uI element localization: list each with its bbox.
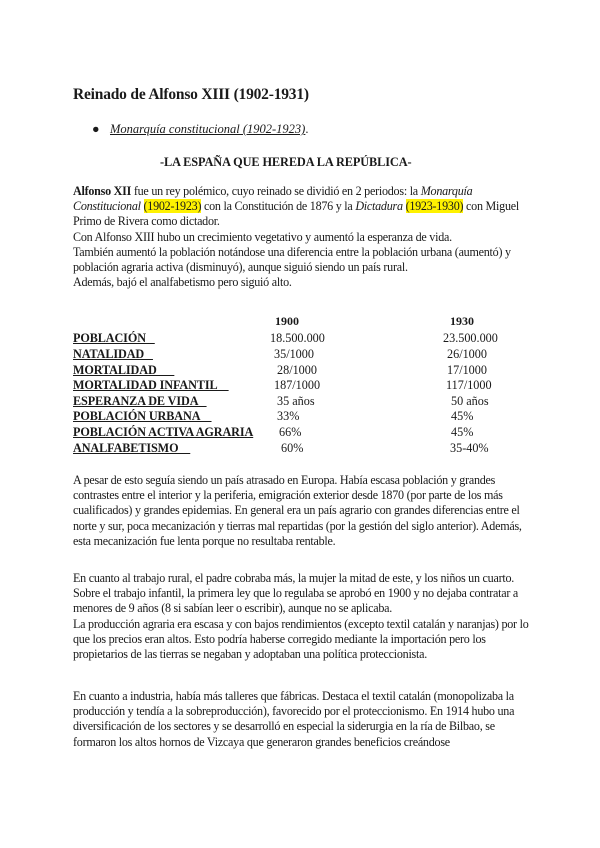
year-header-1900: 1900: [275, 314, 299, 328]
value-1930: 117/1000: [446, 378, 492, 392]
row-label: MORTALIDAD INFANTIL: [73, 378, 229, 392]
highlight-1902-1923: (1902-1923): [143, 199, 202, 214]
intro-text-1: fue un rey polémico, cuyo reinado se dividió en 2 periodos: la: [131, 184, 421, 198]
table-row: [0, 409, 600, 424]
table-row: [0, 331, 600, 346]
row-label: POBLACIÓN ACTIVA AGRARIA: [73, 425, 254, 439]
table-row: [0, 347, 600, 362]
highlight-1923-1930: (1923-1930): [405, 199, 464, 214]
value-1930: 26/1000: [447, 347, 487, 361]
intro-bold-name: Alfonso XII: [73, 184, 132, 198]
intro-line-2: Con Alfonso XIII hubo un crecimiento vegetativo y aumentó la esperanza de vida.: [73, 229, 452, 244]
row-label: ESPERANZA DE VIDA: [73, 394, 207, 408]
bullet-icon: ●: [92, 122, 100, 136]
value-1900: 35 años: [277, 394, 315, 408]
table-row: [0, 441, 600, 456]
bullet-link-text[interactable]: Monarquía constitucional (1902-1923): [110, 122, 306, 136]
paragraph-rural-work: [73, 571, 529, 662]
value-1900: 18.500.000: [270, 331, 325, 345]
row-label: MORTALIDAD: [73, 363, 175, 377]
value-1900: 60%: [281, 441, 304, 455]
stats-table: [0, 314, 600, 464]
value-1900: 28/1000: [277, 363, 317, 377]
table-row: [0, 378, 600, 393]
value-1900: 187/1000: [274, 378, 321, 392]
paragraph-context: A pesar de esto seguía siendo un país atrasado en Europa. Había escasa población y grandes contrastes entre el interior y la periferia, emigración exterior desde 1870 (por parte de los más cualificados) y grandes epidemias. En general era un país agrario con grandes diferencias entre el norte y sur, poca mecanización y tierras mal repartidas (por la gestión del siglo anterior). Además, esta mecanización fue lenta porque no resultaba rentable.: [73, 473, 522, 548]
rural-work-text: En cuanto al trabajo rural, el padre cobraba más, la mujer la mitad de este, y los niños un cuarto.: [73, 571, 515, 585]
value-1930: 35-40%: [450, 441, 489, 455]
agrarian-production-text: La producción agraria era escasa y con bajos rendimientos (excepto textil catalán y naranjas) por lo que los precios eran altos. Esto podría haberse corregido mediante la importación pero los propietarios de las tierras se negaban y adoptaban una política proteccionista.: [73, 616, 529, 662]
intro-text-5: con Miguel Primo de Rivera como dictador.: [73, 199, 519, 229]
intro-line-3: También aumentó la población notándose una diferencia entre la población urbana (aumentó) y población agraria activa (disminuyó), aunque siguió siendo un país rural.: [73, 244, 511, 275]
intro-paragraph: [73, 184, 529, 290]
row-label: ANALFABETISMO: [73, 441, 191, 455]
row-label: POBLACIÓN URBANA: [73, 409, 212, 423]
value-1930: 17/1000: [447, 363, 487, 377]
bullet-item: [92, 122, 308, 137]
intro-italic-monarquia: Monarquía Constitucional: [73, 184, 473, 214]
row-label: NATALIDAD: [73, 347, 153, 361]
value-1930: 45%: [451, 409, 474, 423]
intro-italic-dictadura: Dictadura: [355, 199, 403, 214]
section-subtitle: -LA ESPAÑA QUE HEREDA LA REPÚBLICA-: [160, 155, 412, 169]
value-1930: 50 años: [451, 394, 489, 408]
document-title: Reinado de Alfonso XIII (1902-1931): [73, 86, 309, 103]
child-labor-text: Sobre el trabajo infantil, la primera ley que lo regulaba se aprobó en 1900 y no dejaba contratar a menores de 9 años (8 si sabían leer o escribir), aunque no se aplicaba.: [73, 586, 519, 616]
intro-text-3: con la Constitución de 1876 y la: [201, 199, 356, 214]
value-1900: 66%: [279, 425, 302, 439]
value-1930: 23.500.000: [443, 331, 498, 345]
value-1900: 35/1000: [274, 347, 314, 361]
intro-line-4: Además, bajó el analfabetismo pero siguió alto.: [73, 275, 292, 290]
row-label: POBLACIÓN: [73, 331, 155, 345]
year-header-1930: 1930: [450, 314, 474, 328]
value-1930: 45%: [451, 425, 474, 439]
table-row: [0, 425, 600, 440]
value-1900: 33%: [277, 409, 300, 423]
paragraph-industry: En cuanto a industria, había más talleres que fábricas. Destaca el textil catalán (monopolizaba la producción y tendía a la sobreproducción), favorecido por el proteccionismo. En 1914 hubo una diversificación de los sectores y se desarrolló en especial la siderurgia en la ría de Bilbao, se formaron los altos hornos de Vizcaya que generaron grandes beneficios creándose: [73, 689, 515, 749]
table-row: [0, 394, 600, 409]
bullet-suffix: .: [305, 122, 309, 136]
table-row: [0, 363, 600, 378]
